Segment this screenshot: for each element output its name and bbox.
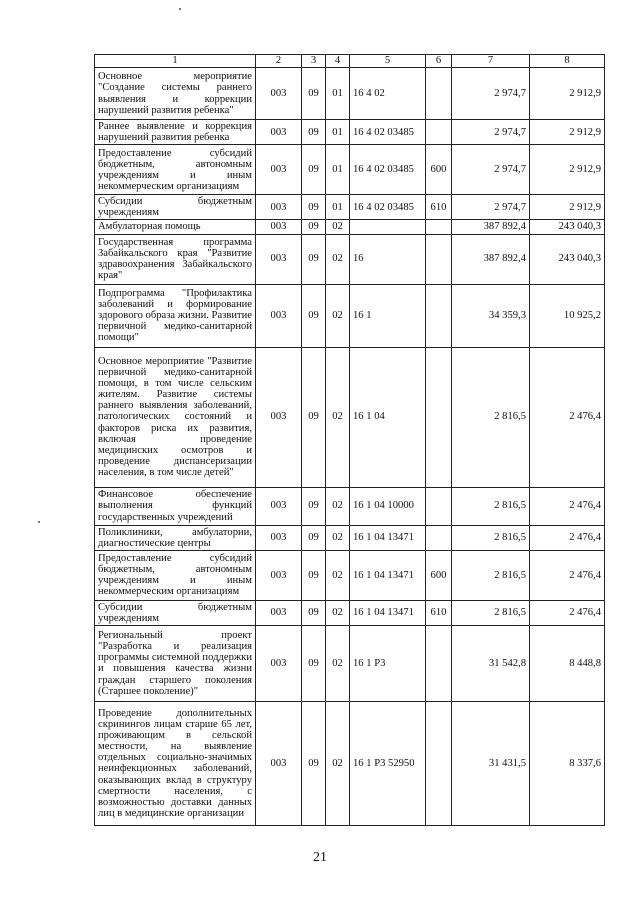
planned-amount: 2 974,7 [452, 145, 530, 195]
executed-amount: 2 912,9 [530, 195, 605, 220]
planned-amount: 2 974,7 [452, 120, 530, 145]
row-name: Предоставление субсидий бюджетным, автономным учреждениям и иным некоммерческим организациям [95, 550, 256, 600]
column-header: 1 [95, 55, 256, 68]
target-article: 16 4 02 03485 [350, 120, 426, 145]
executed-amount: 2 912,9 [530, 145, 605, 195]
target-article: 16 [350, 234, 426, 284]
admin-code: 003 [256, 550, 302, 600]
planned-amount: 31 542,8 [452, 625, 530, 701]
row-name: Субсидии бюджетным учреждениям [95, 600, 256, 625]
table-row [95, 284, 605, 347]
row-name: Амбулаторная помощь [95, 220, 256, 234]
subsection-code: 02 [326, 234, 350, 284]
admin-code: 003 [256, 625, 302, 701]
section-code: 09 [302, 68, 326, 120]
executed-amount: 8 448,8 [530, 625, 605, 701]
row-name: Государственная программа Забайкальского края "Развитие здравоохранения Забайкальского края" [95, 234, 256, 284]
executed-amount: 10 925,2 [530, 284, 605, 347]
column-header: 8 [530, 55, 605, 68]
planned-amount: 2 974,7 [452, 195, 530, 220]
target-article: 16 1 04 13471 [350, 550, 426, 600]
executed-amount: 2 476,4 [530, 600, 605, 625]
planned-amount: 2 816,5 [452, 600, 530, 625]
table-row [95, 145, 605, 195]
target-article: 16 1 04 [350, 347, 426, 487]
executed-amount: 243 040,3 [530, 234, 605, 284]
section-code: 09 [302, 600, 326, 625]
column-header: 4 [326, 55, 350, 68]
admin-code: 003 [256, 487, 302, 525]
table-row [95, 525, 605, 550]
table-header-row [95, 55, 605, 68]
row-name: Предоставление субсидий бюджетным, автономным учреждениям и иным некоммерческим организациям [95, 145, 256, 195]
table-row [95, 600, 605, 625]
planned-amount: 2 816,5 [452, 487, 530, 525]
target-article: 16 4 02 03485 [350, 195, 426, 220]
admin-code: 003 [256, 220, 302, 234]
expense-type [426, 525, 452, 550]
page-number: 21 [313, 850, 327, 865]
executed-amount: 2 476,4 [530, 550, 605, 600]
table-row [95, 68, 605, 120]
executed-amount: 2 912,9 [530, 68, 605, 120]
expense-type [426, 284, 452, 347]
scan-speck [179, 8, 181, 10]
admin-code: 003 [256, 234, 302, 284]
section-code: 09 [302, 701, 326, 825]
subsection-code: 02 [326, 284, 350, 347]
planned-amount: 2 816,5 [452, 525, 530, 550]
table-row [95, 487, 605, 525]
executed-amount: 2 476,4 [530, 487, 605, 525]
column-header: 2 [256, 55, 302, 68]
column-header: 7 [452, 55, 530, 68]
row-name: Финансовое обеспечение выполнения функций государственных учреждений [95, 487, 256, 525]
section-code: 09 [302, 284, 326, 347]
row-name: Основное мероприятие "Развитие первичной медико-санитарной помощи, в том числе сельским жителям. Развитие системы раннего выявления заболеваний, патологических состояний и факторов риска их развития, включая проведение медицинских осмотров и проведение диспансеризации населения, в том числе детей" [95, 347, 256, 487]
row-name: Субсидии бюджетным учреждениям [95, 195, 256, 220]
section-code: 09 [302, 347, 326, 487]
row-name: Проведение дополнительных скринингов лицам старше 65 лет, проживающим в сельской местности, на выявление отдельных социально-значимых неинфекционных заболеваний, оказывающих вклад в структуру смертности населения, с возможностью доставки данных лиц в медицинские организации [95, 701, 256, 825]
subsection-code: 02 [326, 347, 350, 487]
expense-type [426, 625, 452, 701]
subsection-code: 02 [326, 550, 350, 600]
section-code: 09 [302, 145, 326, 195]
executed-amount: 2 476,4 [530, 347, 605, 487]
table-row [95, 234, 605, 284]
admin-code: 003 [256, 145, 302, 195]
section-code: 09 [302, 550, 326, 600]
column-header: 5 [350, 55, 426, 68]
target-article: 16 1 04 13471 [350, 600, 426, 625]
planned-amount: 387 892,4 [452, 234, 530, 284]
subsection-code: 02 [326, 525, 350, 550]
planned-amount: 387 892,4 [452, 220, 530, 234]
expense-type [426, 701, 452, 825]
subsection-code: 01 [326, 145, 350, 195]
row-name: Подпрограмма "Профилактика заболеваний и формирование здорового образа жизни. Развитие первичной медико-санитарной помощи" [95, 284, 256, 347]
section-code: 09 [302, 487, 326, 525]
admin-code: 003 [256, 600, 302, 625]
table-row [95, 220, 605, 234]
table-row [95, 625, 605, 701]
target-article: 16 1 [350, 284, 426, 347]
admin-code: 003 [256, 195, 302, 220]
section-code: 09 [302, 525, 326, 550]
planned-amount: 31 431,5 [452, 701, 530, 825]
subsection-code: 01 [326, 195, 350, 220]
admin-code: 003 [256, 347, 302, 487]
planned-amount: 2 974,7 [452, 68, 530, 120]
table-row [95, 550, 605, 600]
planned-amount: 2 816,5 [452, 347, 530, 487]
section-code: 09 [302, 220, 326, 234]
expense-type [426, 220, 452, 234]
section-code: 09 [302, 625, 326, 701]
column-header: 3 [302, 55, 326, 68]
planned-amount: 2 816,5 [452, 550, 530, 600]
expense-type: 600 [426, 145, 452, 195]
expense-type [426, 68, 452, 120]
expense-type: 610 [426, 195, 452, 220]
target-article: 16 1 P3 [350, 625, 426, 701]
admin-code: 003 [256, 120, 302, 145]
admin-code: 003 [256, 525, 302, 550]
section-code: 09 [302, 234, 326, 284]
subsection-code: 01 [326, 120, 350, 145]
executed-amount: 243 040,3 [530, 220, 605, 234]
table-row [95, 347, 605, 487]
executed-amount: 2 476,4 [530, 525, 605, 550]
budget-table [94, 54, 605, 826]
executed-amount: 2 912,9 [530, 120, 605, 145]
subsection-code: 02 [326, 701, 350, 825]
section-code: 09 [302, 120, 326, 145]
row-name: Раннее выявление и коррекция нарушений развития ребенка [95, 120, 256, 145]
expense-type: 610 [426, 600, 452, 625]
row-name: Основное мероприятие "Создание системы раннего выявления и коррекции нарушений развития ребенка" [95, 68, 256, 120]
table-row [95, 701, 605, 825]
target-article [350, 220, 426, 234]
subsection-code: 02 [326, 220, 350, 234]
column-header: 6 [426, 55, 452, 68]
target-article: 16 4 02 03485 [350, 145, 426, 195]
executed-amount: 8 337,6 [530, 701, 605, 825]
subsection-code: 02 [326, 600, 350, 625]
table-row [95, 195, 605, 220]
section-code: 09 [302, 195, 326, 220]
expense-type [426, 234, 452, 284]
target-article: 16 1 P3 52950 [350, 701, 426, 825]
admin-code: 003 [256, 701, 302, 825]
planned-amount: 34 359,3 [452, 284, 530, 347]
subsection-code: 01 [326, 68, 350, 120]
expense-type [426, 347, 452, 487]
target-article: 16 1 04 10000 [350, 487, 426, 525]
expense-type [426, 120, 452, 145]
target-article: 16 4 02 [350, 68, 426, 120]
table-row [95, 120, 605, 145]
scan-speck [38, 521, 40, 523]
expense-type: 600 [426, 550, 452, 600]
expense-type [426, 487, 452, 525]
admin-code: 003 [256, 68, 302, 120]
subsection-code: 02 [326, 625, 350, 701]
subsection-code: 02 [326, 487, 350, 525]
row-name: Поликлиники, амбулатории, диагностические центры [95, 525, 256, 550]
target-article: 16 1 04 13471 [350, 525, 426, 550]
admin-code: 003 [256, 284, 302, 347]
row-name: Региональный проект "Разработка и реализация программы системной поддержки и повышения качества жизни граждан старшего поколения (Старшее поколение)" [95, 625, 256, 701]
